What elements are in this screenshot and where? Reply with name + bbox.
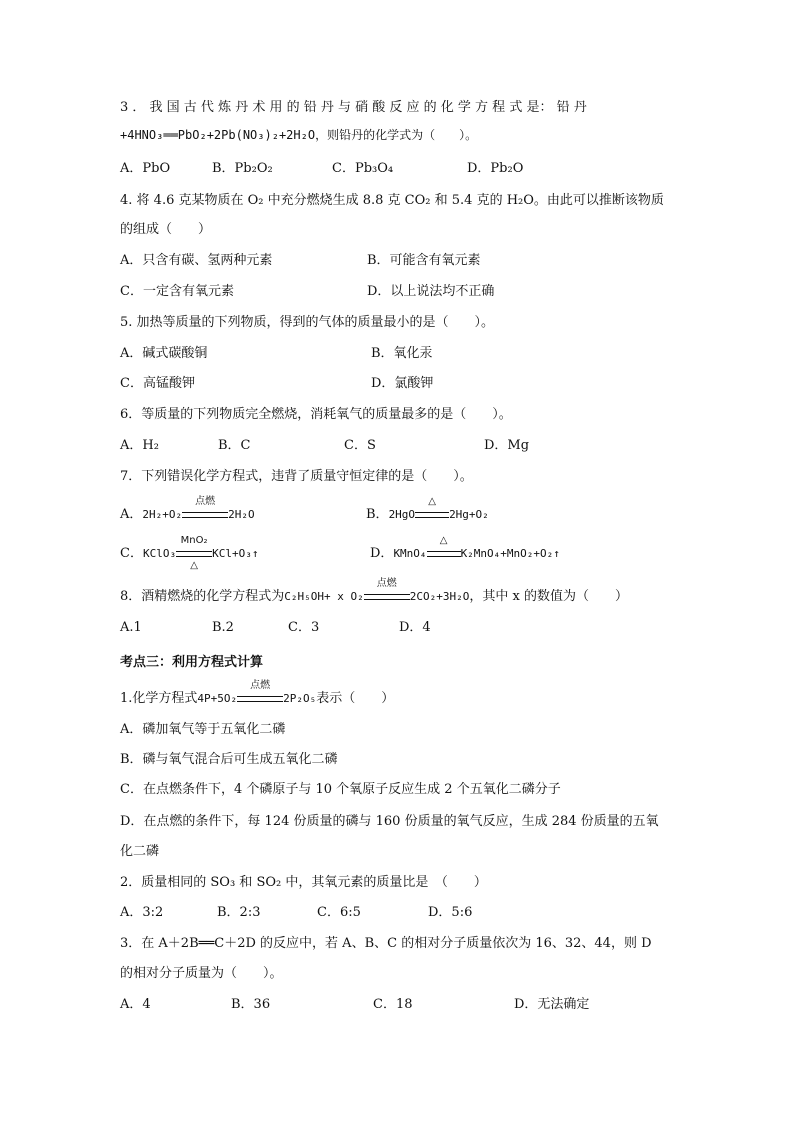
question-4-line-1: 4. 将 4.6 克某物质在 O₂ 中充分燃烧生成 8.8 克 CO₂ 和 5.4 克的 H₂O。由此可以推断该物质: [120, 193, 664, 208]
q8-option-b: B.2: [212, 620, 234, 635]
c2-option-a: A．3:2: [120, 905, 164, 920]
q4-option-a: A．只含有碳、氢两种元素: [120, 253, 273, 268]
q8-option-c: C．3: [288, 620, 320, 635]
q7-b-label: B．: [366, 507, 389, 522]
q7-option-d: [370, 535, 560, 563]
q6-option-a: A．H₂: [120, 438, 159, 453]
q7-c-equals: [176, 535, 212, 571]
c1-option-d-line-1: D．在点燃的条件下，每 124 份质量的磷与 160 份质量的氧气反应，生成 284 份质量的五氧: [120, 814, 659, 829]
q7-a-reactants: 2H₂+O₂: [142, 508, 183, 521]
question-3-line-1: 3 ． 我 国 古 代 炼 丹 术 用 的 铅 丹 与 硝 酸 反 应 的 化 学 方 程 式 是： 铅 丹: [120, 100, 587, 115]
question-4-line-2: 的组成（ ）: [120, 222, 212, 237]
q7-c-label: C．: [120, 546, 143, 561]
calc-question-1: [120, 680, 395, 708]
question-6: 6．等质量的下列物质完全燃烧，消耗氧气的质量最多的是（ ）。: [120, 407, 512, 422]
c1-products: 2P₂O₅: [283, 692, 317, 705]
q7-d-reactants: KMnO₄: [393, 547, 427, 560]
c1-option-d-line-2: 化二磷: [120, 844, 160, 859]
calc-question-3-line-2: 的相对分子质量为（ ）。: [120, 966, 283, 981]
q8-option-a: A.1: [120, 620, 142, 635]
q7-b-condition: △: [428, 496, 436, 507]
q7-a-equals: [182, 496, 228, 524]
c1-suffix: 表示（ ）: [316, 691, 395, 706]
q7-b-reactants: 2HgO: [388, 508, 416, 521]
c1-option-a: A．磷加氧气等于五氧化二磷: [120, 722, 286, 737]
calc-question-2: 2．质量相同的 SO₃ 和 SO₂ 中，其氧元素的质量比是 （ ）: [120, 875, 487, 890]
q4-option-c: C．一定含有氧元素: [120, 284, 234, 299]
q8-equals: [364, 578, 410, 606]
q3-option-b: B．Pb₂O₂: [212, 161, 273, 176]
q7-a-products: 2H₂O: [228, 508, 255, 521]
c1-prefix: 1.化学方程式: [120, 691, 198, 706]
q8-suffix: ，其中 x 的数值为（ ）: [469, 589, 628, 604]
q7-d-equals: [427, 535, 461, 563]
q7-d-products: K₂MnO₄+MnO₂+O₂↑: [460, 547, 560, 560]
c1-option-b: B．磷与氧气混合后可生成五氧化二磷: [120, 752, 338, 767]
q7-option-b: [366, 496, 489, 524]
q7-b-products: 2Hg+O₂: [449, 508, 489, 521]
calc-question-3-line-1: 3．在 A＋2B══C＋2D 的反应中，若 A、B、C 的相对分子质量依次为 16、32、44，则 D: [120, 936, 652, 951]
question-3-line-2: +4HNO₃══PbO₂+2Pb(NO₃)₂+2H₂O，则铅丹的化学式为（ ）。: [120, 128, 478, 142]
q6-option-b: B．C: [218, 438, 251, 453]
q8-prefix: 8．酒精燃烧的化学方程式为: [120, 589, 285, 604]
c3-option-a: A．4: [120, 997, 151, 1012]
c2-option-d: D．5:6: [428, 905, 473, 920]
q7-b-equals: [415, 496, 449, 524]
question-5: 5. 加热等质量的下列物质，得到的气体的质量最小的是（ ）。: [120, 315, 495, 330]
q5-option-b: B．氧化汞: [371, 346, 433, 361]
q6-option-c: C．S: [344, 438, 376, 453]
q7-option-c: [120, 535, 259, 571]
q7-option-a: [120, 496, 255, 524]
q8-products: 2CO₂+3H₂O: [409, 590, 470, 603]
question-7: 7．下列错误化学方程式，违背了质量守恒定律的是（ ）。: [120, 469, 473, 484]
q8-condition: 点燃: [376, 578, 397, 589]
c3-option-b: B．36: [231, 997, 271, 1012]
c3-option-d: D．无法确定: [514, 997, 590, 1012]
q4-option-d: D．以上说法均不正确: [367, 284, 495, 299]
q6-option-d: D．Mg: [484, 438, 530, 453]
c1-option-c: C．在点燃条件下，4 个磷原子与 10 个氧原子反应生成 2 个五氧化二磷分子: [120, 782, 561, 797]
c2-option-b: B．2:3: [217, 905, 261, 920]
q7-d-condition: △: [439, 535, 448, 546]
c2-option-c: C．6:5: [317, 905, 361, 920]
c3-option-c: C．18: [373, 997, 413, 1012]
question-8: [120, 578, 628, 606]
q5-option-a: A．碱式碳酸铜: [120, 346, 208, 361]
q7-c-reactants: KClO₃: [142, 547, 177, 560]
q7-c-condition: MnO₂: [180, 535, 208, 546]
q3-option-d: D．Pb₂O: [467, 161, 524, 176]
q5-option-d: D．氯酸钾: [371, 376, 434, 391]
section-3-title: 考点三：利用方程式计算: [120, 655, 264, 670]
q7-d-label: D．: [370, 546, 394, 561]
c1-condition: 点燃: [250, 680, 271, 691]
q5-option-c: C．高锰酸钾: [120, 376, 195, 391]
c1-equals: [237, 680, 283, 708]
q7-c-products: KCl+O₃↑: [212, 547, 259, 560]
q3-option-c: C．Pb₃O₄: [332, 161, 394, 176]
q7-c-condition-2: △: [190, 560, 198, 571]
q3-option-a: A．PbO: [120, 161, 171, 176]
q7-a-label: A．: [120, 507, 143, 522]
q4-option-b: B．可能含有氧元素: [367, 253, 481, 268]
q8-option-d: D．4: [399, 620, 431, 635]
c1-reactants: 4P+5O₂: [197, 692, 238, 705]
q8-reactants: C₂H₅OH+ x O₂: [284, 590, 364, 603]
q7-a-condition: 点燃: [195, 496, 216, 507]
